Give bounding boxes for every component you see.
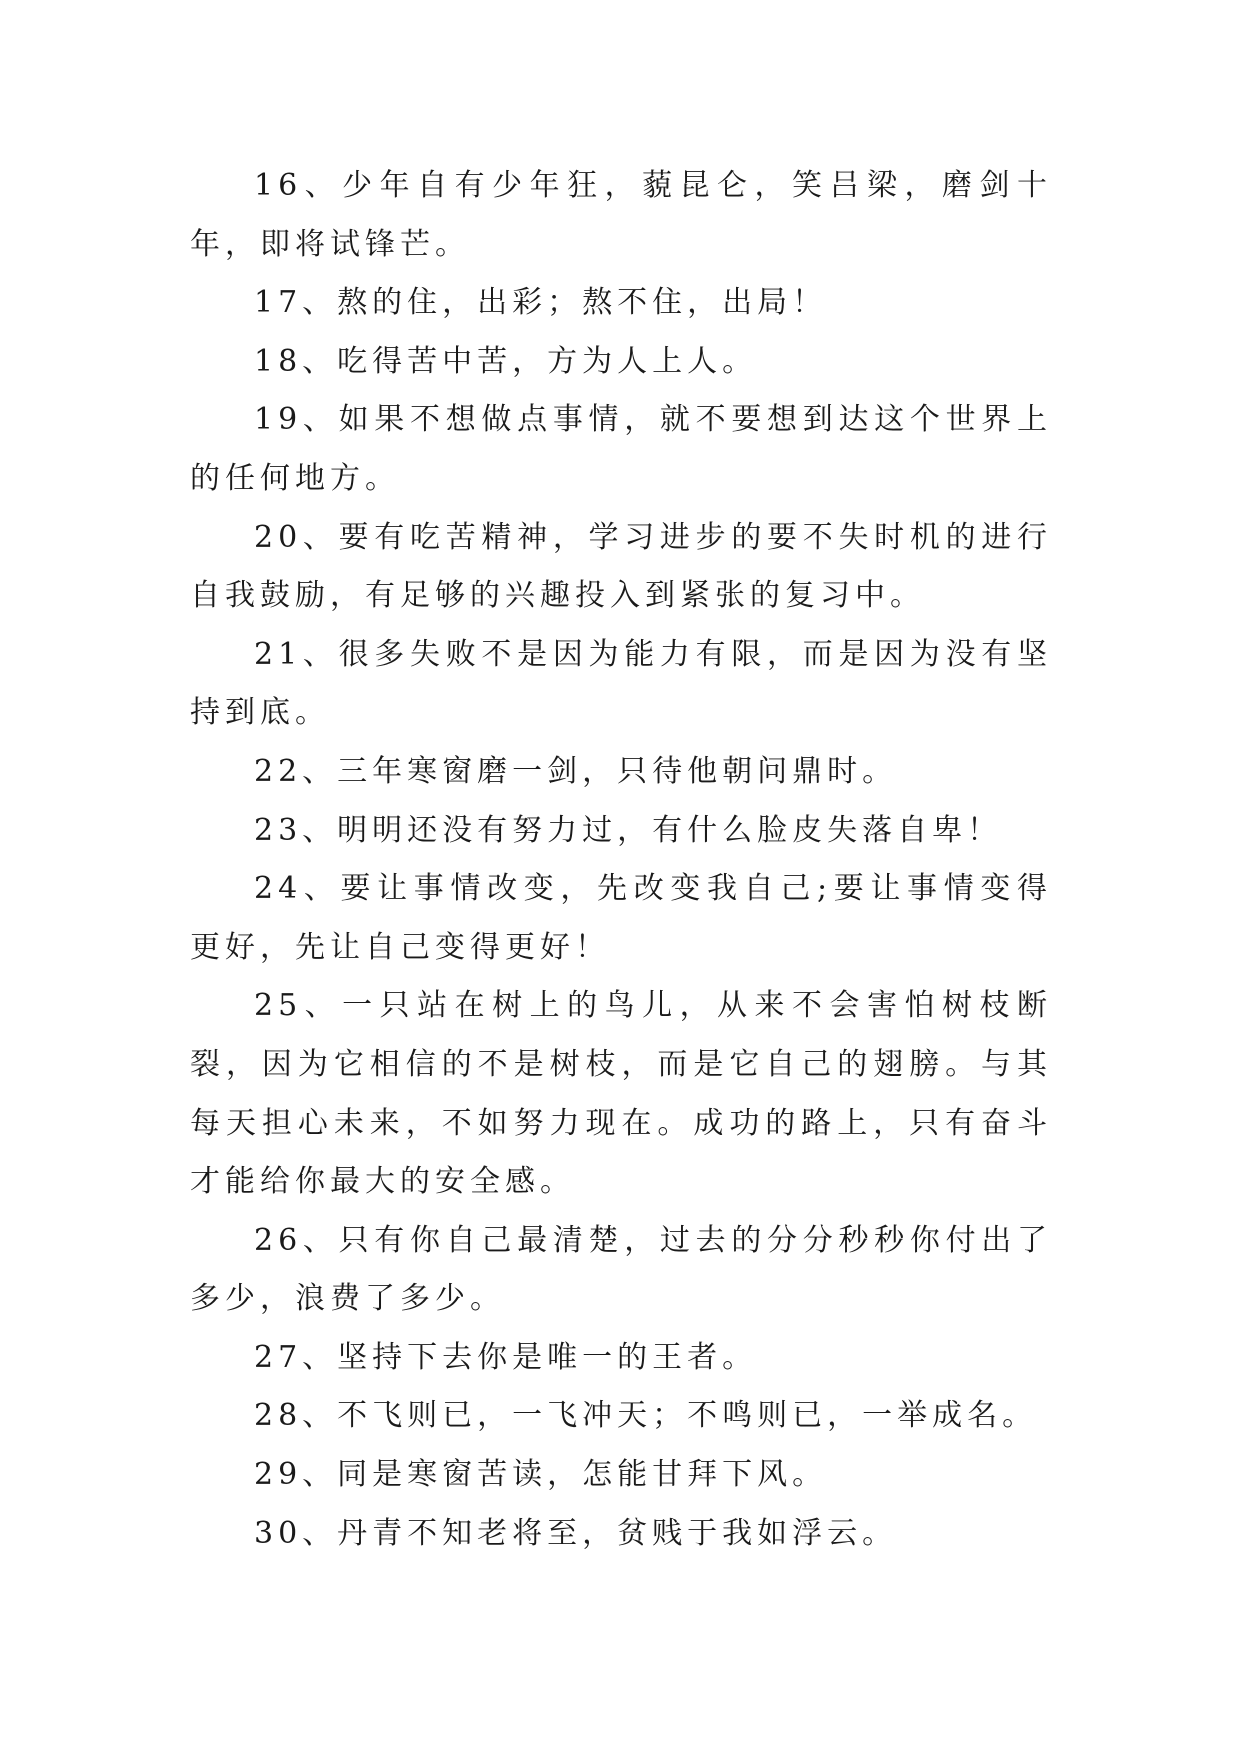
paragraph-18: 18、吃得苦中苦，方为人上人。 bbox=[254, 343, 758, 379]
paragraph-30: 30、丹青不知老将至，贫贱于我如浮云。 bbox=[254, 1515, 898, 1551]
paragraph-20: 20、要有吃苦精神，学习进步的要不失时机的进行自我鼓励，有足够的兴趣投入到紧张的复习中。 bbox=[190, 519, 1052, 614]
paragraph-27: 27、坚持下去你是唯一的王者。 bbox=[254, 1339, 758, 1375]
paragraph-26: 26、只有你自己最清楚，过去的分分秒秒你付出了多少，浪费了多少。 bbox=[190, 1222, 1052, 1317]
paragraph-17: 17、熬的住，出彩；熬不住，出局！ bbox=[254, 285, 828, 321]
paragraph-16: 16、少年自有少年狂，藐昆仑，笑吕梁，磨剑十年，即将试锋芒。 bbox=[190, 168, 1052, 262]
document-body bbox=[190, 157, 1052, 1563]
paragraph-28: 28、不飞则已，一飞冲天；不鸣则已，一举成名。 bbox=[254, 1398, 1038, 1434]
paragraph-24: 24、要让事情改变，先改变我自己;要让事情变得更好，先让自己变得更好！ bbox=[190, 871, 1052, 965]
paragraph-22: 22、三年寒窗磨一剑，只待他朝问鼎时。 bbox=[254, 753, 898, 789]
paragraph-23: 23、明明还没有努力过，有什么脸皮失落自卑！ bbox=[254, 812, 1003, 848]
paragraph-21: 21、很多失败不是因为能力有限，而是因为没有坚持到底。 bbox=[190, 636, 1052, 731]
paragraph-25: 25、一只站在树上的鸟儿，从来不会害怕树枝断裂，因为它相信的不是树枝，而是它自己的翅膀。与其每天担心未来，不如努力现在。成功的路上，只有奋斗才能给你最大的安全感。 bbox=[190, 988, 1052, 1200]
paragraph-29: 29、同是寒窗苦读，怎能甘拜下风。 bbox=[254, 1457, 828, 1493]
paragraph-19: 19、如果不想做点事情，就不要想到达这个世界上的任何地方。 bbox=[190, 402, 1052, 496]
